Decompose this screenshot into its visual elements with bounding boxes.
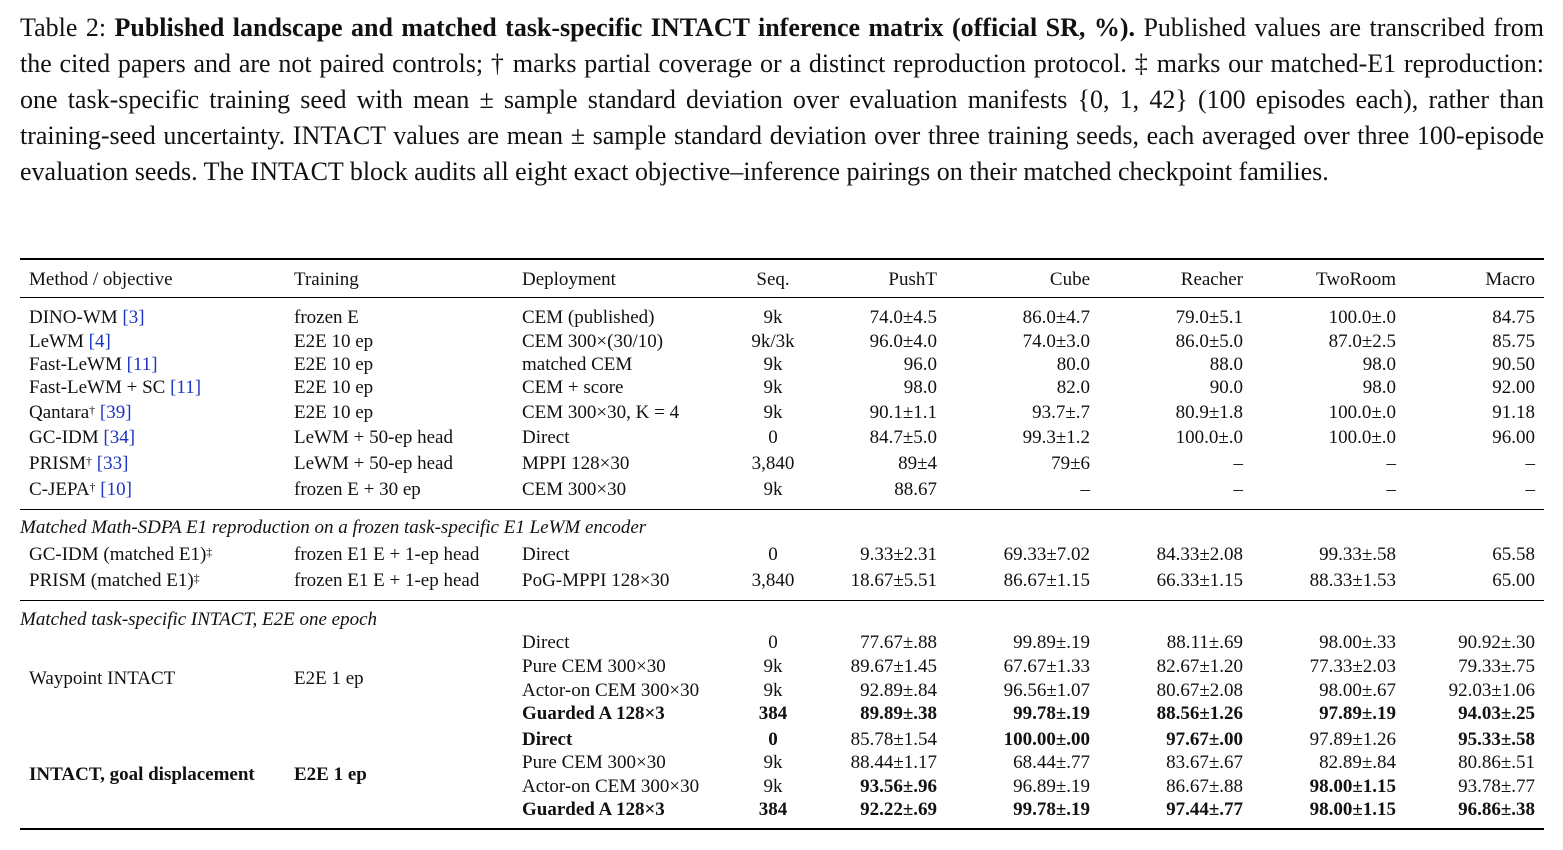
- training-cell: frozen E: [294, 307, 359, 328]
- section-title-intact: Matched task-specific INTACT, E2E one epoch: [20, 609, 378, 630]
- reacher-cell: 88.0: [1209, 354, 1243, 375]
- reacher-cell: 86.0±5.0: [1175, 331, 1243, 352]
- section-rule-e1: [20, 509, 1544, 510]
- seq-cell: 3,840: [751, 453, 795, 474]
- tworoom-cell: 77.33±2.03: [1309, 656, 1396, 677]
- seq-cell: 9k: [763, 377, 783, 398]
- cube-cell: –: [1080, 479, 1090, 500]
- citation-link: [34]: [103, 427, 136, 448]
- reacher-cell: 88.11±.69: [1166, 632, 1243, 653]
- coverage-mark: †: [89, 403, 96, 417]
- macro-cell: –: [1525, 479, 1535, 500]
- seq-cell: 9k/3k: [751, 331, 795, 352]
- tworoom-cell: –: [1386, 479, 1396, 500]
- table-row: [0, 775, 1563, 799]
- tworoom-cell: 98.00±1.15: [1309, 776, 1396, 797]
- reacher-cell: 97.44±.77: [1166, 799, 1243, 820]
- cube-cell: 96.89±.19: [1013, 776, 1090, 797]
- tworoom-cell: 98.00±1.15: [1309, 799, 1396, 820]
- table-row: [0, 728, 1563, 752]
- method-cell: GC-IDM [34]: [29, 427, 136, 448]
- table-row: [0, 376, 1563, 400]
- table-row: [0, 426, 1563, 450]
- group-training: E2E 1 ep: [294, 764, 367, 785]
- reacher-cell: 88.56±1.26: [1156, 703, 1243, 724]
- seq-cell: 9k: [763, 680, 783, 701]
- caption-label: Table 2:: [20, 13, 107, 42]
- deployment-cell: matched CEM: [522, 354, 633, 375]
- caption-title: Published landscape and matched task-specific INTACT inference matrix (official SR, %).: [114, 13, 1135, 42]
- cube-cell: 99.78±.19: [1013, 703, 1090, 724]
- header-macro: Macro: [1485, 269, 1535, 290]
- macro-cell: 94.03±.25: [1458, 703, 1535, 724]
- tworoom-cell: 97.89±.19: [1319, 703, 1396, 724]
- deployment-cell: Direct: [522, 632, 570, 653]
- reacher-cell: –: [1233, 453, 1243, 474]
- tworoom-cell: 100.0±.0: [1328, 307, 1396, 328]
- tworoom-cell: 97.89±1.26: [1309, 729, 1396, 750]
- method-cell: Fast-LeWM + SC [11]: [29, 377, 202, 398]
- seq-cell: 9k: [763, 752, 783, 773]
- seq-cell: 9k: [763, 479, 783, 500]
- pusht-cell: 89.89±.38: [860, 703, 937, 724]
- citation-link: [4]: [88, 331, 111, 352]
- deployment-cell: Pure CEM 300×30: [522, 752, 666, 773]
- reacher-cell: 84.33±2.08: [1156, 544, 1243, 565]
- table-row: [0, 679, 1563, 703]
- pusht-cell: 85.78±1.54: [850, 729, 937, 750]
- tworoom-cell: 98.00±.67: [1319, 680, 1396, 701]
- training-cell: LeWM + 50-ep head: [294, 453, 453, 474]
- group-method: INTACT, goal displacement: [29, 764, 255, 785]
- tworoom-cell: 98.0: [1362, 377, 1396, 398]
- tworoom-cell: 98.00±.33: [1319, 632, 1396, 653]
- section-title-e1: Matched Math-SDPA E1 reproduction on a frozen task-specific E1 LeWM encoder: [20, 517, 647, 538]
- deployment-cell: Guarded A 128×3: [522, 799, 665, 820]
- table-row: [0, 452, 1563, 476]
- cube-cell: 99.89±.19: [1013, 632, 1090, 653]
- table-row: [0, 353, 1563, 377]
- citation-link: [3]: [122, 307, 145, 328]
- pusht-cell: 98.0: [903, 377, 937, 398]
- training-cell: E2E 10 ep: [294, 377, 374, 398]
- tworoom-cell: 82.89±.84: [1319, 752, 1396, 773]
- header-reacher: Reacher: [1180, 269, 1243, 290]
- macro-cell: 79.33±.75: [1458, 656, 1535, 677]
- section-rule-intact: [20, 600, 1544, 601]
- training-cell: E2E 10 ep: [294, 354, 374, 375]
- reacher-cell: 100.0±.0: [1175, 427, 1243, 448]
- cube-cell: 99.3±1.2: [1022, 427, 1090, 448]
- seq-cell: 0: [768, 544, 778, 565]
- pusht-cell: 88.44±1.17: [850, 752, 937, 773]
- tworoom-cell: 100.0±.0: [1328, 402, 1396, 423]
- header-cube: Cube: [1049, 269, 1090, 290]
- deployment-cell: Pure CEM 300×30: [522, 656, 666, 677]
- header-deployment: Deployment: [522, 269, 616, 290]
- coverage-mark: ‡: [206, 545, 213, 559]
- citation-link: [11]: [126, 354, 158, 375]
- reacher-cell: 80.9±1.8: [1175, 402, 1243, 423]
- seq-cell: 9k: [763, 354, 783, 375]
- cube-cell: 79±6: [1051, 453, 1090, 474]
- tworoom-cell: –: [1386, 453, 1396, 474]
- table-row: [0, 569, 1563, 593]
- pusht-cell: 74.0±4.5: [869, 307, 937, 328]
- reacher-cell: 80.67±2.08: [1156, 680, 1243, 701]
- pusht-cell: 96.0: [903, 354, 937, 375]
- tworoom-cell: 98.0: [1362, 354, 1396, 375]
- header-seq: Seq.: [756, 269, 790, 290]
- pusht-cell: 89±4: [898, 453, 937, 474]
- reacher-cell: 83.67±.67: [1166, 752, 1243, 773]
- deployment-cell: CEM 300×(30/10): [522, 331, 664, 352]
- pusht-cell: 96.0±4.0: [869, 331, 937, 352]
- method-cell: C-JEPA† [10]: [29, 479, 132, 500]
- deployment-cell: CEM + score: [522, 377, 624, 398]
- seq-cell: 0: [768, 632, 778, 653]
- macro-cell: 93.78±.77: [1458, 776, 1535, 797]
- coverage-mark: ‡: [193, 571, 200, 585]
- method-cell: PRISM (matched E1)‡: [29, 570, 200, 591]
- cube-cell: 99.78±.19: [1013, 799, 1090, 820]
- citation-link: [10]: [100, 479, 132, 500]
- cube-cell: 100.00±.00: [1003, 729, 1090, 750]
- pusht-cell: 77.67±.88: [860, 632, 937, 653]
- method-cell: PRISM† [33]: [29, 453, 129, 474]
- macro-cell: 96.00: [1492, 427, 1535, 448]
- seq-cell: 3,840: [751, 570, 795, 591]
- training-cell: E2E 10 ep: [294, 402, 374, 423]
- bottom-rule: [20, 828, 1544, 830]
- deployment-cell: Direct: [522, 729, 573, 750]
- reacher-cell: 97.67±.00: [1166, 729, 1243, 750]
- cube-cell: 69.33±7.02: [1003, 544, 1090, 565]
- tworoom-cell: 88.33±1.53: [1309, 570, 1396, 591]
- group-training: E2E 1 ep: [294, 668, 364, 689]
- citation-link: [11]: [170, 377, 202, 398]
- deployment-cell: MPPI 128×30: [522, 453, 630, 474]
- macro-cell: –: [1525, 453, 1535, 474]
- seq-cell: 384: [758, 703, 788, 724]
- pusht-cell: 88.67: [894, 479, 937, 500]
- macro-cell: 92.00: [1492, 377, 1535, 398]
- macro-cell: 91.18: [1492, 402, 1535, 423]
- deployment-cell: Guarded A 128×3: [522, 703, 665, 724]
- pusht-cell: 90.1±1.1: [869, 402, 937, 423]
- reacher-cell: 66.33±1.15: [1156, 570, 1243, 591]
- seq-cell: 384: [758, 799, 788, 820]
- method-cell: Fast-LeWM [11]: [29, 354, 158, 375]
- table-caption: [20, 10, 1544, 190]
- header-tworoom: TwoRoom: [1316, 269, 1396, 290]
- header-method: Method / objective: [29, 269, 173, 290]
- tworoom-cell: 99.33±.58: [1319, 544, 1396, 565]
- macro-cell: 85.75: [1492, 331, 1535, 352]
- training-cell: frozen E + 30 ep: [294, 479, 421, 500]
- seq-cell: 0: [768, 427, 778, 448]
- table-row: [0, 543, 1563, 567]
- table-row: [0, 702, 1563, 726]
- header-row: [0, 268, 1563, 292]
- table-row: [0, 401, 1563, 425]
- seq-cell: 9k: [763, 776, 783, 797]
- table-row: [0, 798, 1563, 822]
- deployment-cell: Actor-on CEM 300×30: [522, 776, 700, 797]
- training-cell: frozen E1 E + 1-ep head: [294, 570, 480, 591]
- cube-cell: 67.67±1.33: [1003, 656, 1090, 677]
- reacher-cell: –: [1233, 479, 1243, 500]
- training-cell: E2E 10 ep: [294, 331, 374, 352]
- reacher-cell: 82.67±1.20: [1156, 656, 1243, 677]
- citation-link: [39]: [99, 402, 132, 423]
- group-method: Waypoint INTACT: [29, 668, 176, 689]
- training-cell: frozen E1 E + 1-ep head: [294, 544, 480, 565]
- macro-cell: 84.75: [1492, 307, 1535, 328]
- seq-cell: 9k: [763, 307, 783, 328]
- pusht-cell: 93.56±.96: [860, 776, 937, 797]
- method-cell: LeWM [4]: [29, 331, 111, 352]
- table-row: [0, 306, 1563, 330]
- reacher-cell: 79.0±5.1: [1175, 307, 1243, 328]
- citation-link: [33]: [96, 453, 129, 474]
- deployment-cell: Direct: [522, 544, 570, 565]
- tworoom-cell: 100.0±.0: [1328, 427, 1396, 448]
- seq-cell: 9k: [763, 402, 783, 423]
- table-row: [0, 751, 1563, 775]
- seq-cell: 0: [768, 729, 778, 750]
- pusht-cell: 9.33±2.31: [860, 544, 937, 565]
- coverage-mark: †: [89, 480, 96, 494]
- reacher-cell: 90.0: [1209, 377, 1243, 398]
- coverage-mark: †: [86, 454, 93, 468]
- deployment-cell: Direct: [522, 427, 570, 448]
- cube-cell: 74.0±3.0: [1022, 331, 1090, 352]
- pusht-cell: 18.67±5.51: [850, 570, 937, 591]
- cube-cell: 96.56±1.07: [1003, 680, 1090, 701]
- training-cell: LeWM + 50-ep head: [294, 427, 453, 448]
- method-cell: DINO-WM [3]: [29, 307, 145, 328]
- cube-cell: 80.0: [1056, 354, 1090, 375]
- header-rule: [20, 297, 1544, 298]
- cube-cell: 86.67±1.15: [1003, 570, 1090, 591]
- header-training: Training: [294, 269, 359, 290]
- deployment-cell: CEM 300×30, K = 4: [522, 402, 680, 423]
- deployment-cell: PoG-MPPI 128×30: [522, 570, 670, 591]
- macro-cell: 90.50: [1492, 354, 1535, 375]
- table-row: [0, 655, 1563, 679]
- deployment-cell: CEM 300×30: [522, 479, 627, 500]
- header-pusht: PushT: [888, 269, 937, 290]
- cube-cell: 68.44±.77: [1013, 752, 1090, 773]
- table-row: [0, 631, 1563, 655]
- macro-cell: 96.86±.38: [1458, 799, 1535, 820]
- macro-cell: 80.86±.51: [1458, 752, 1535, 773]
- tworoom-cell: 87.0±2.5: [1328, 331, 1396, 352]
- pusht-cell: 92.22±.69: [860, 799, 937, 820]
- pusht-cell: 84.7±5.0: [869, 427, 937, 448]
- seq-cell: 9k: [763, 656, 783, 677]
- pusht-cell: 89.67±1.45: [850, 656, 937, 677]
- macro-cell: 92.03±1.06: [1448, 680, 1535, 701]
- deployment-cell: CEM (published): [522, 307, 655, 328]
- cube-cell: 93.7±.7: [1032, 402, 1090, 423]
- macro-cell: 95.33±.58: [1458, 729, 1535, 750]
- macro-cell: 65.58: [1492, 544, 1535, 565]
- cube-cell: 86.0±4.7: [1022, 307, 1090, 328]
- method-cell: Qantara† [39]: [29, 402, 132, 423]
- caption-body: Published values are transcribed from the cited papers and are not paired controls; † marks partial coverage or a distinct reproduction protocol. ‡ marks our matched-E1 reproduction: one task-specific training seed with mean ± sample standard deviation over evaluation manifests {0, 1, 42} (100 episodes each), rather than training-seed uncertainty. INTACT values are mean ± sample standard deviation over three training seeds, each averaged over three 100-episode evaluation seeds. The INTACT block audits all eight exact objective–inference pairings on their matched checkpoint families.: [20, 13, 1544, 186]
- macro-cell: 90.92±.30: [1458, 632, 1535, 653]
- table-row: [0, 330, 1563, 354]
- pusht-cell: 92.89±.84: [860, 680, 937, 701]
- method-cell: GC-IDM (matched E1)‡: [29, 544, 213, 565]
- cube-cell: 82.0: [1056, 377, 1090, 398]
- macro-cell: 65.00: [1492, 570, 1535, 591]
- deployment-cell: Actor-on CEM 300×30: [522, 680, 700, 701]
- table-row: [0, 478, 1563, 502]
- reacher-cell: 86.67±.88: [1166, 776, 1243, 797]
- top-rule: [20, 258, 1544, 260]
